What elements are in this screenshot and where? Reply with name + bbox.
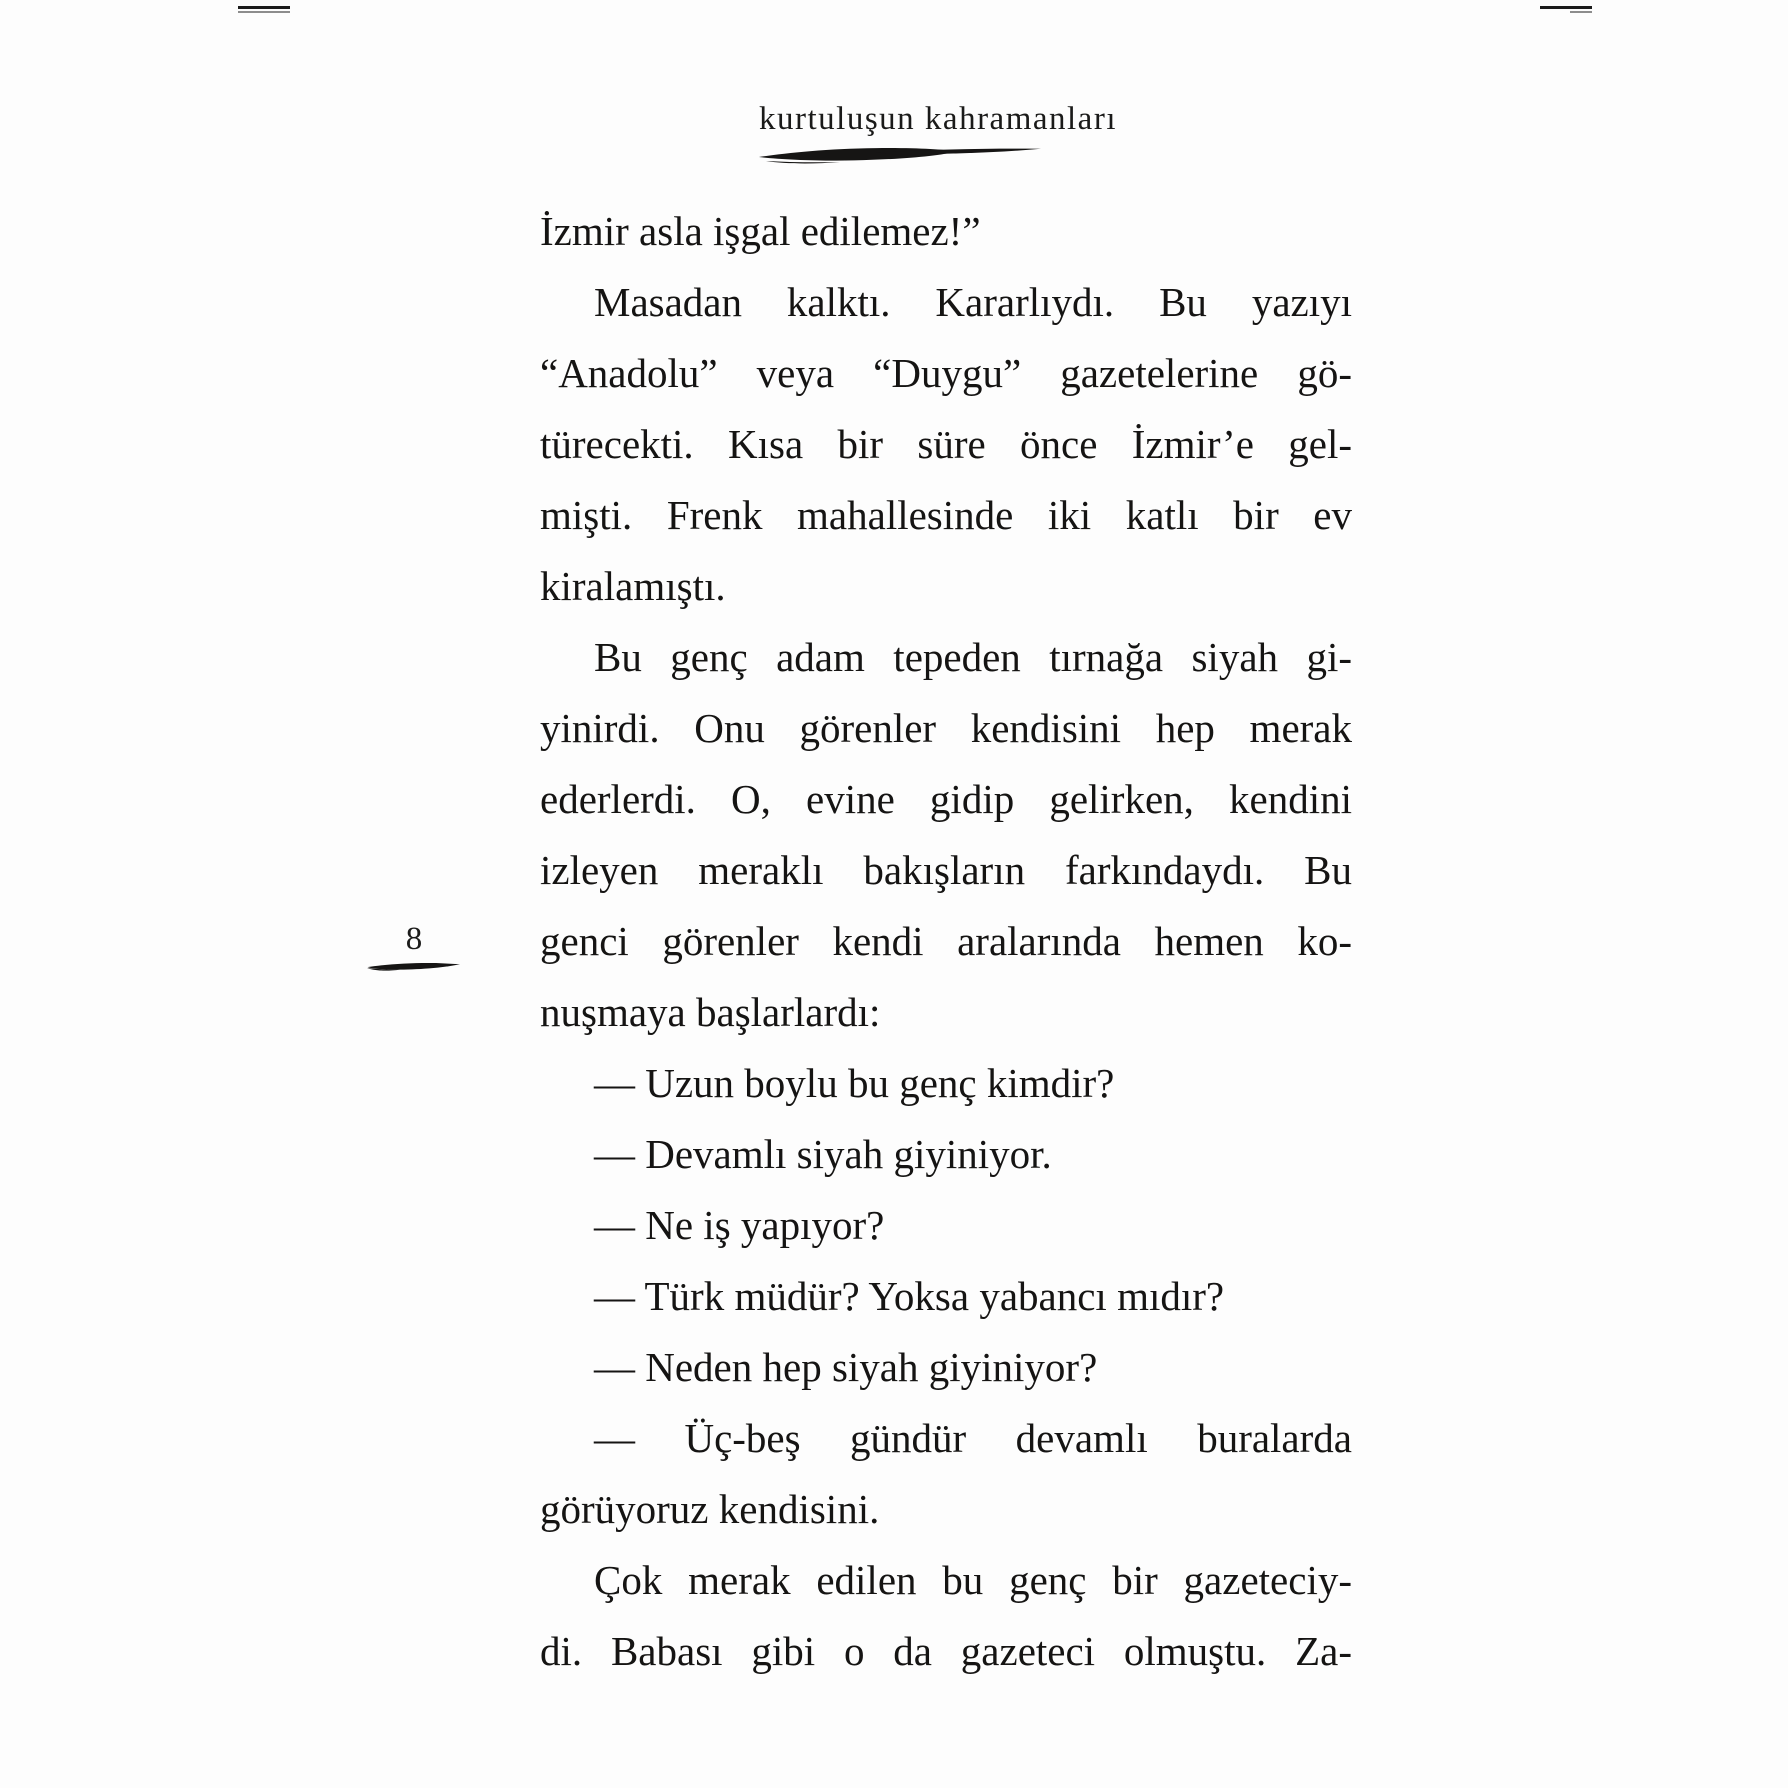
corner-rule-icon bbox=[1540, 6, 1592, 9]
paragraph bbox=[540, 1048, 1352, 1119]
text-line: Masadan kalktı. Kararlıydı. Bu yazıyı bbox=[594, 279, 1352, 325]
text-line: türecekti. Kısa bir süre önce İzmir’e gel- bbox=[540, 421, 1352, 467]
text-line: İzmir asla işgal edilemez!” bbox=[540, 208, 981, 254]
corner-rule-icon bbox=[1570, 11, 1592, 13]
text-line: di. Babası gibi o da gazeteci olmuştu. Za- bbox=[540, 1628, 1352, 1674]
corner-rule-icon bbox=[238, 11, 290, 13]
running-title: kurtuluşun kahramanları bbox=[759, 101, 1117, 137]
text-line: nuşmaya başlarlardı: bbox=[540, 989, 881, 1035]
paragraph bbox=[540, 1332, 1352, 1403]
text-line: — Neden hep siyah giyiniyor? bbox=[594, 1344, 1098, 1390]
corner-mark-right bbox=[1540, 6, 1592, 13]
text-line: — Türk müdür? Yoksa yabancı mıdır? bbox=[594, 1273, 1225, 1319]
text-line: izleyen meraklı bakışların farkındaydı. Bu bbox=[540, 847, 1352, 893]
paragraph bbox=[540, 267, 1352, 622]
text-line: Çok merak edilen bu genç bir gazeteciy- bbox=[594, 1557, 1352, 1603]
text-line: “Anadolu” veya “Duygu” gazetelerine gö- bbox=[540, 350, 1352, 396]
text-line: — Uzun boylu bu genç kimdir? bbox=[594, 1060, 1115, 1106]
paragraph bbox=[540, 1190, 1352, 1261]
text-line: mişti. Frenk mahallesinde iki katlı bir ev bbox=[540, 492, 1352, 538]
paragraph bbox=[540, 1545, 1352, 1687]
paragraph bbox=[540, 1261, 1352, 1332]
body-text bbox=[540, 196, 1352, 1687]
text-line: ederlerdi. O, evine gidip gelirken, kendini bbox=[540, 776, 1352, 822]
text-line: — Ne iş yapıyor? bbox=[594, 1202, 885, 1248]
folio-block bbox=[354, 922, 474, 973]
paragraph bbox=[540, 196, 1352, 267]
header-flourish-icon bbox=[758, 143, 1042, 165]
paragraph bbox=[540, 1403, 1352, 1545]
corner-rule-icon bbox=[238, 6, 290, 9]
paragraph bbox=[540, 1119, 1352, 1190]
text-line: Bu genç adam tepeden tırnağa siyah gi- bbox=[594, 634, 1352, 680]
text-line: kiralamıştı. bbox=[540, 563, 726, 609]
text-line: genci görenler kendi aralarında hemen ko- bbox=[540, 918, 1352, 964]
paragraph bbox=[540, 622, 1352, 1048]
text-line: yinirdi. Onu görenler kendisini hep merak bbox=[540, 705, 1352, 751]
text-line: görüyoruz kendisini. bbox=[540, 1486, 880, 1532]
text-line: — Devamlı siyah giyiniyor. bbox=[594, 1131, 1052, 1177]
page-number: 8 bbox=[405, 921, 423, 957]
page-number-flourish-icon bbox=[367, 959, 461, 973]
corner-mark-left bbox=[238, 6, 290, 13]
text-line: — Üç-beş gündür devamlı buralarda bbox=[594, 1415, 1352, 1461]
